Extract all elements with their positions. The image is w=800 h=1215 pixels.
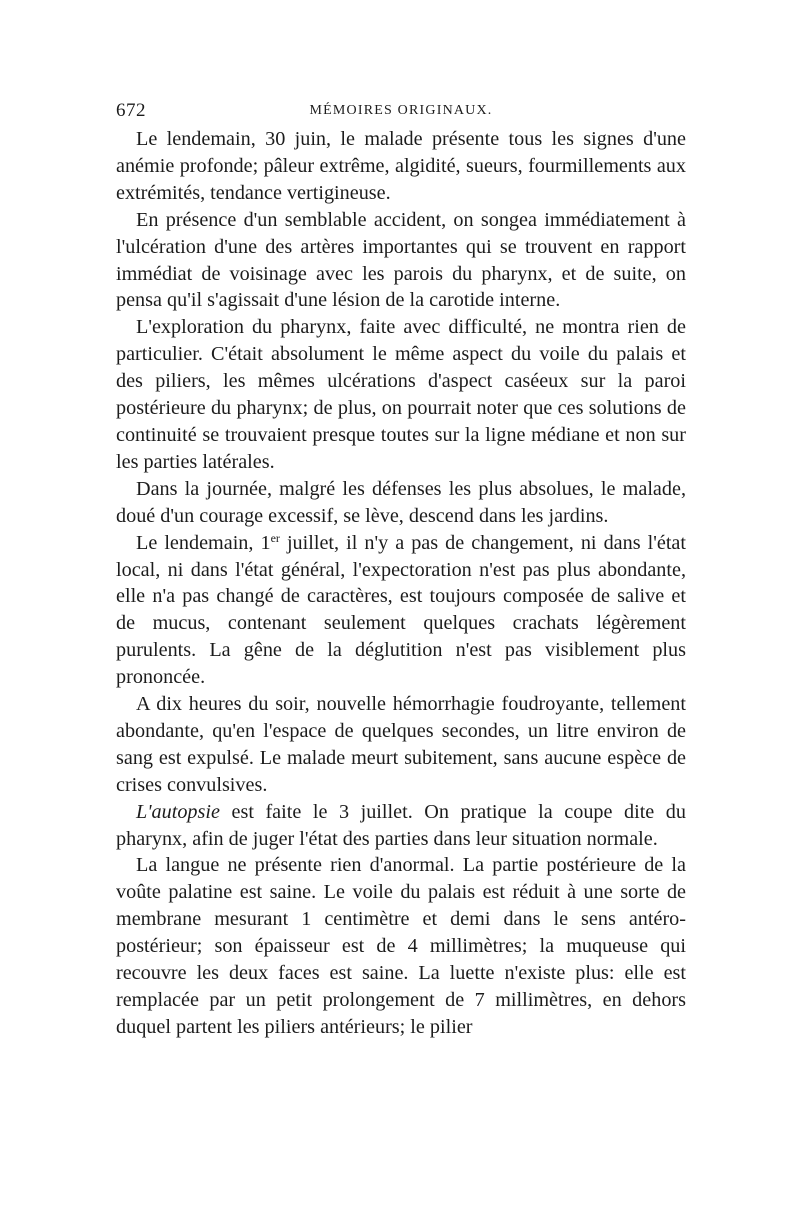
autopsy-italic: L'autopsie (136, 800, 220, 823)
paragraph-gardens: Dans la journée, malgré les défenses les plus absolues, le malade, doué d'un courage excessif, se lève, descend dans les jardins. (116, 477, 686, 527)
paragraph-july-first (116, 530, 686, 691)
paragraph-exploration: L'exploration du pharynx, faite avec difficulté, ne montra rien de particulier. C'était absolument le même aspect du voile du palais et des piliers, les mêmes ulcérations d'aspect caséeux sur la paroi postérieure du pharynx; de plus, on pourrait noter que ces solutions de continuité se trouvaient presque toutes sur la ligne médiane et non sur les parties latérales. (116, 316, 686, 473)
paragraph-anemia: Le lendemain, 30 juin, le malade présente tous les signes d'une anémie profonde; pâleur extrême, algidité, sueurs, fourmillements aux extrémités, tendance vertigineuse. (116, 128, 686, 204)
paragraph-hemorrhage: A dix heures du soir, nouvelle hémorrhagie foudroyante, tellement abondante, qu'en l'espace de quelques secondes, un litre environ de sang est expulsé. Le malade meurt subitement, sans aucune espèce de crises convulsives. (116, 693, 686, 796)
july-first-text-start: Le lendemain, 1 (136, 531, 271, 554)
autopsy-text: est faite le 3 juillet. On pratique la coupe dite du pharynx, afin de juger l'état des parties dans leur situation normale. (116, 800, 686, 850)
body-text (116, 126, 686, 1041)
ordinal-superscript: er (270, 530, 280, 545)
running-title: MÉMOIRES ORIGINAUX. (309, 103, 493, 118)
page-header (116, 100, 686, 126)
paragraph-carotid: En présence d'un semblable accident, on songea immédiatement à l'ulcération d'une des artères importantes qui se trouvent en rapport immédiat de voisinage avec les parois du pharynx, et de suite, on pensa qu'il s'agissait d'une lésion de la carotide interne. (116, 208, 686, 312)
page-number: 672 (116, 100, 146, 121)
july-first-text-rest: juillet, il n'y a pas de changement, ni dans l'état local, ni dans l'état général, l'expectoration n'est pas plus abondante, elle n'a pas changé de caractères, est toujours composée de salive et de mucus, contenant seulement quelques crachats légèrement purulents. La gêne de la déglutition n'est pas visiblement plus prononcée. (116, 531, 686, 689)
paragraph-autopsy (116, 799, 686, 853)
paragraph-tongue: La langue ne présente rien d'anormal. La partie postérieure de la voûte palatine est saine. Le voile du palais est réduit à une sorte de membrane mesurant 1 centimètre et demi dans le sens antéro-postérieur; son épaisseur est de 4 millimètres; la muqueuse qui recouvre les deux faces est saine. La luette n'existe plus: elle est remplacée par un petit prolongement de 7 millimètres, en dehors duquel partent les piliers antérieurs; le pilier (116, 854, 686, 1038)
